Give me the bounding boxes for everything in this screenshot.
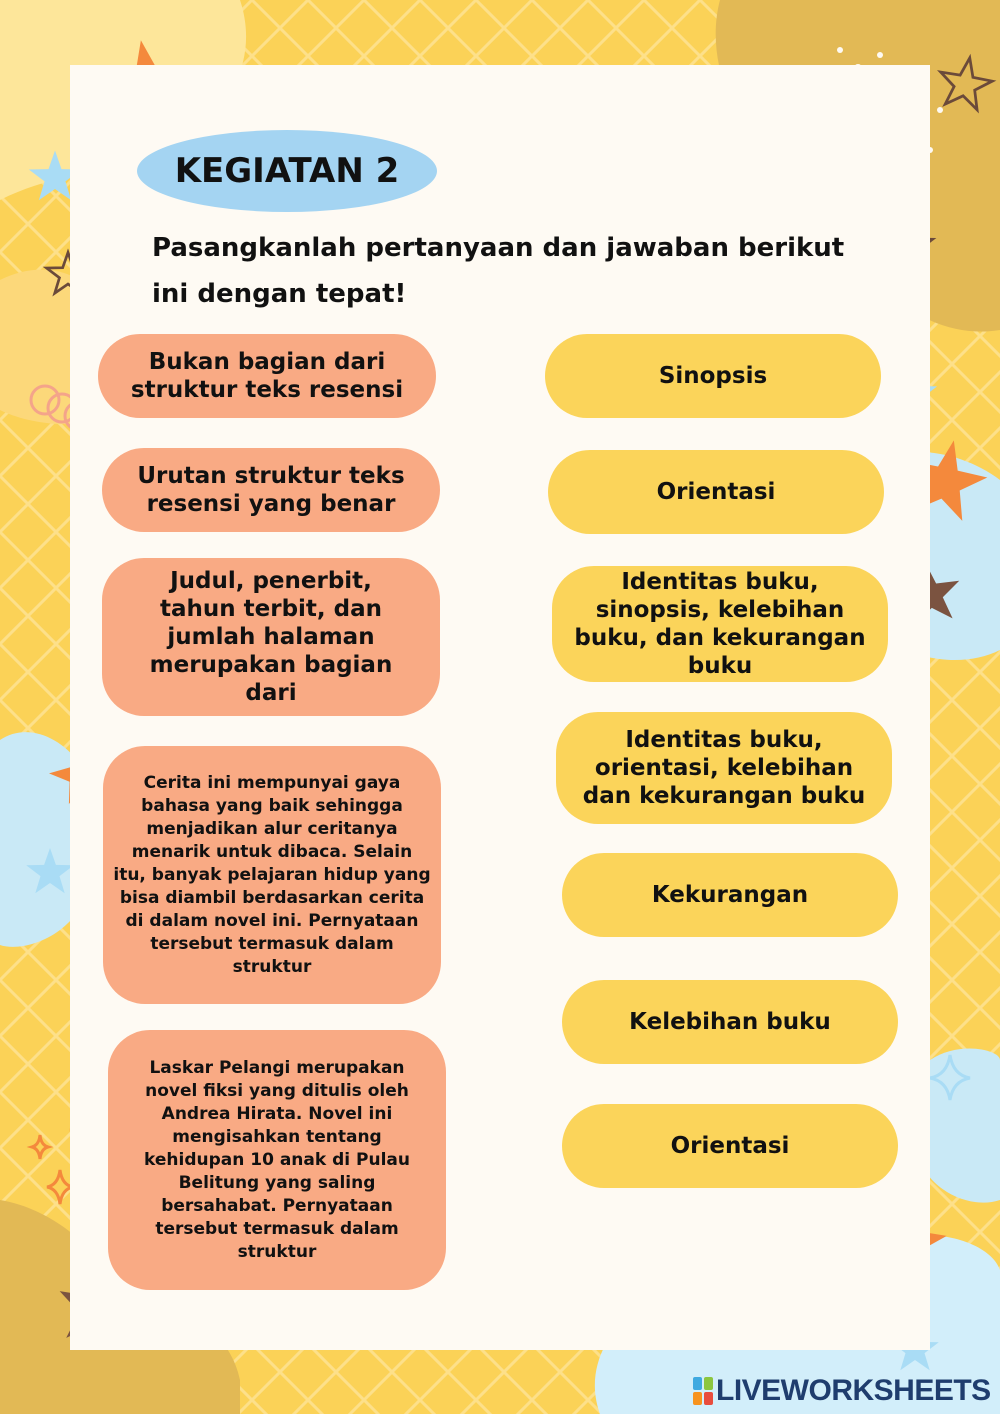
liveworksheets-logo-icon xyxy=(693,1377,713,1405)
answer-card[interactable]: Kelebihan buku xyxy=(562,980,898,1064)
answer-card[interactable]: Identitas buku, orientasi, kelebihan dan kekurangan buku xyxy=(556,712,892,824)
page-title: KEGIATAN 2 xyxy=(137,130,437,212)
liveworksheets-brand[interactable] xyxy=(693,1374,991,1408)
answer-card[interactable]: Identitas buku, sinopsis, kelebihan buku, dan kekurangan buku xyxy=(552,566,888,682)
instruction-text: Pasangkanlah pertanyaan dan jawaban berikut ini dengan tepat! xyxy=(152,233,845,309)
question-card[interactable]: Urutan struktur teks resensi yang benar xyxy=(102,448,440,532)
question-card[interactable]: Judul, penerbit, tahun terbit, dan jumlah halaman merupakan bagian dari xyxy=(102,558,440,716)
brand-name: LIVEWORKSHEETS xyxy=(716,1374,991,1407)
answer-card[interactable]: Orientasi xyxy=(548,450,884,534)
question-card[interactable]: Laskar Pelangi merupakan novel fiksi yang ditulis oleh Andrea Hirata. Novel ini mengisahkan tentang kehidupan 10 anak di Pulau Belitung yang saling bersahabat. Pernyataan tersebut termasuk dalam struktur xyxy=(108,1030,446,1290)
answer-card[interactable]: Orientasi xyxy=(562,1104,898,1188)
question-card[interactable]: Cerita ini mempunyai gaya bahasa yang baik sehingga menjadikan alur ceritanya menarik untuk dibaca. Selain itu, banyak pelajaran hidup yang bisa diambil berdasarkan cerita di dalam novel ini. Pernyataan tersebut termasuk dalam struktur xyxy=(103,746,441,1004)
answer-card[interactable]: Sinopsis xyxy=(545,334,881,418)
question-card[interactable]: Bukan bagian dari struktur teks resensi xyxy=(98,334,436,418)
answer-card[interactable]: Kekurangan xyxy=(562,853,898,937)
